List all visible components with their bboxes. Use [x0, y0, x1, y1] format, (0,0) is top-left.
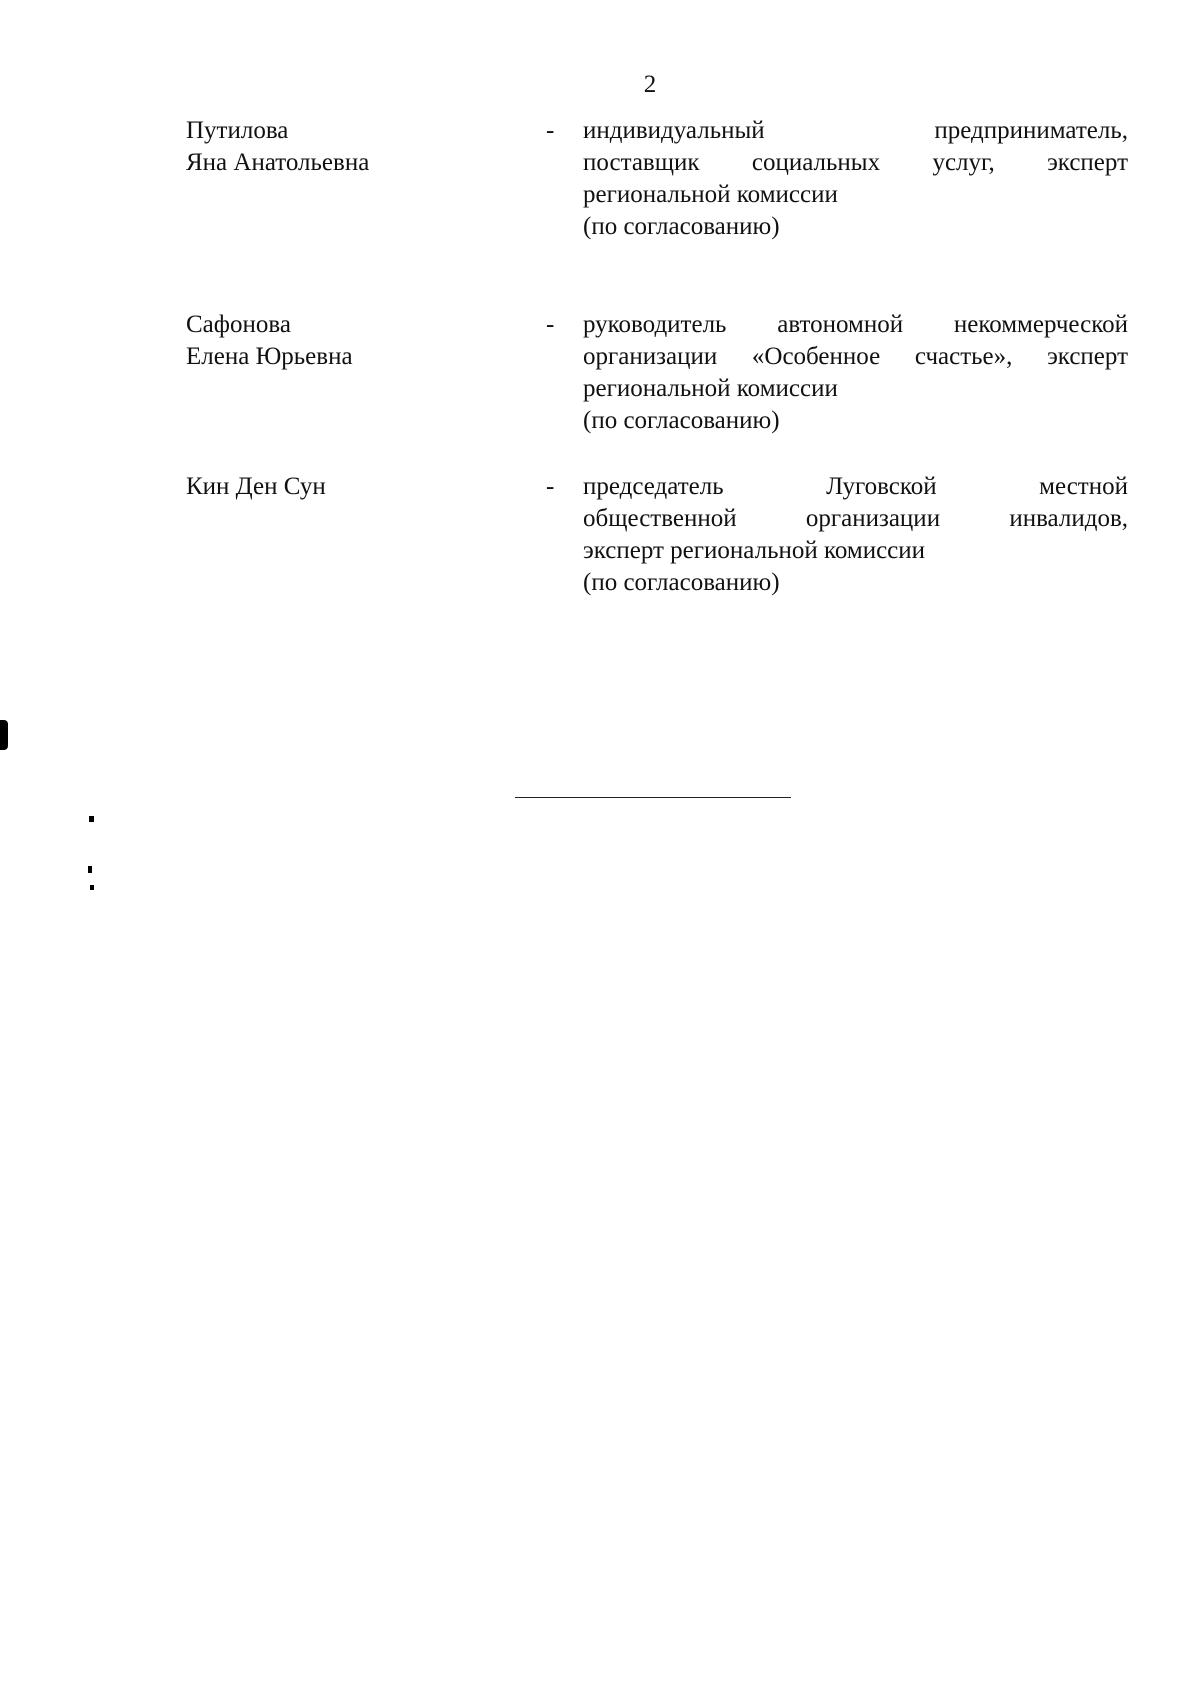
description-line: общественной организации инвалидов, [583, 505, 1128, 532]
page-number: 2 [643, 71, 657, 98]
approval-note: (по согласованию) [583, 569, 780, 596]
scan-speck [90, 885, 94, 890]
end-rule [515, 797, 791, 798]
scan-speck [88, 866, 92, 873]
description-line: организации «Особенное счастье», эксперт [583, 343, 1128, 370]
member-name: Сафонова Елена Юрьевна [186, 311, 353, 370]
scan-edge-mark [0, 720, 8, 750]
separator-dash: - [546, 311, 555, 338]
scan-speck [89, 816, 94, 822]
separator-dash: - [546, 117, 555, 144]
description-line: председатель Луговской местной [583, 473, 1128, 500]
member-description [583, 471, 1128, 599]
separator-dash: - [546, 473, 555, 500]
member-name: Путилова Яна Анатольевна [186, 117, 370, 176]
approval-note: (по согласованию) [583, 213, 780, 240]
member-description [583, 309, 1128, 437]
description-line: руководитель автономной некоммерческой [583, 311, 1128, 338]
approval-note: (по согласованию) [583, 407, 780, 434]
description-line: региональной комиссии [583, 375, 838, 402]
description-line: поставщик социальных услуг, эксперт [583, 149, 1128, 176]
member-description [583, 115, 1128, 243]
description-line: региональной комиссии [583, 181, 838, 208]
description-line: индивидуальный предприниматель, [583, 117, 1128, 144]
member-name: Кин Ден Сун [186, 473, 326, 500]
description-line: эксперт региональной комиссии [583, 537, 926, 564]
